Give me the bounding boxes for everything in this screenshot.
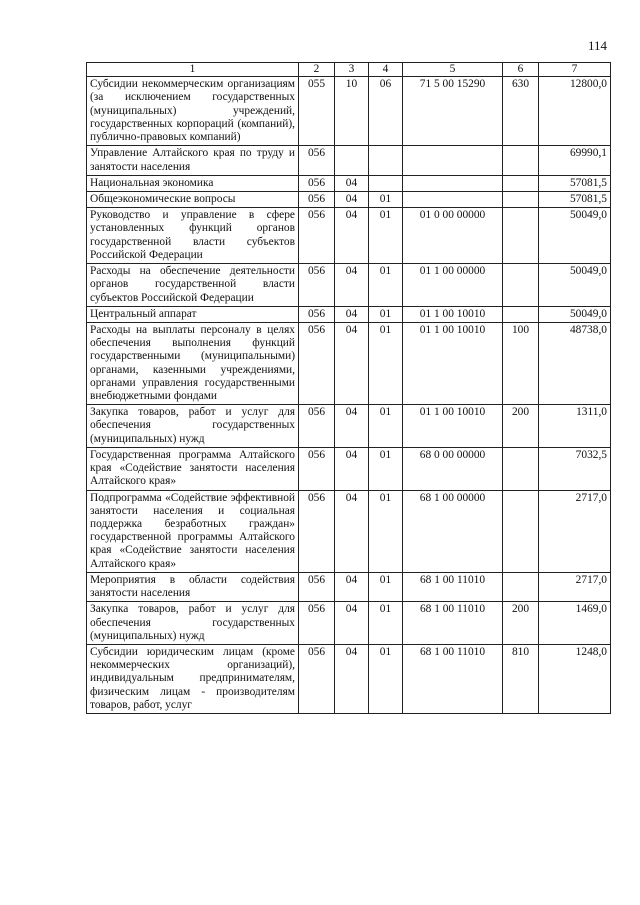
subsection-code (369, 175, 403, 191)
expense-type (503, 264, 539, 307)
header-col-4: 4 (369, 63, 403, 77)
amount: 2717,0 (539, 490, 611, 572)
ministry-code: 056 (299, 208, 335, 264)
expense-type (503, 572, 539, 601)
expense-type (503, 146, 539, 175)
section-code: 04 (335, 306, 369, 322)
expense-type (503, 490, 539, 572)
header-col-5: 5 (403, 63, 503, 77)
ministry-code: 056 (299, 405, 335, 448)
row-name: Центральный аппарат (87, 306, 299, 322)
table-row (87, 306, 611, 322)
target-article: 68 0 00 00000 (403, 447, 503, 490)
row-name: Государственная программа Алтайского края «Содействие занятости населения Алтайского края» (87, 447, 299, 490)
header-col-7: 7 (539, 63, 611, 77)
subsection-code: 01 (369, 490, 403, 572)
row-name: Руководство и управление в сфере установленных функций органов государственной власти субъектов Российской Федерации (87, 208, 299, 264)
expense-type (503, 191, 539, 207)
header-row (87, 63, 611, 77)
subsection-code: 01 (369, 644, 403, 713)
header-col-3: 3 (335, 63, 369, 77)
ministry-code: 056 (299, 602, 335, 645)
table-row (87, 208, 611, 264)
row-name: Закупка товаров, работ и услуг для обеспечения государственных (муниципальных) нужд (87, 602, 299, 645)
subsection-code (369, 146, 403, 175)
table-row (87, 602, 611, 645)
section-code: 04 (335, 644, 369, 713)
row-name: Управление Алтайского края по труду и занятости населения (87, 146, 299, 175)
expense-type: 630 (503, 77, 539, 146)
target-article (403, 146, 503, 175)
ministry-code: 055 (299, 77, 335, 146)
table-row (87, 447, 611, 490)
row-name: Субсидии некоммерческим организациям (за исключением государственных (муниципальных) учреждений, государственных корпораций (компаний), публично-правовых компаний) (87, 77, 299, 146)
amount: 50049,0 (539, 306, 611, 322)
ministry-code: 056 (299, 175, 335, 191)
subsection-code: 01 (369, 322, 403, 404)
amount: 1469,0 (539, 602, 611, 645)
table-row (87, 572, 611, 601)
table-row (87, 146, 611, 175)
target-article: 68 1 00 00000 (403, 490, 503, 572)
budget-table (86, 62, 611, 714)
expense-type (503, 175, 539, 191)
section-code: 04 (335, 208, 369, 264)
target-article: 68 1 00 11010 (403, 602, 503, 645)
ministry-code: 056 (299, 644, 335, 713)
expense-type: 200 (503, 405, 539, 448)
subsection-code: 01 (369, 572, 403, 601)
expense-type (503, 208, 539, 264)
page-number: 114 (587, 38, 607, 53)
row-name: Субсидии юридическим лицам (кроме некоммерческих организаций), индивидуальным предпринимателям, физическим лицам - производителям товаров, работ, услуг (87, 644, 299, 713)
section-code: 04 (335, 572, 369, 601)
ministry-code: 056 (299, 490, 335, 572)
amount: 50049,0 (539, 208, 611, 264)
section-code: 04 (335, 447, 369, 490)
target-article: 68 1 00 11010 (403, 644, 503, 713)
target-article: 01 1 00 10010 (403, 322, 503, 404)
section-code: 04 (335, 264, 369, 307)
row-name: Национальная экономика (87, 175, 299, 191)
ministry-code: 056 (299, 306, 335, 322)
expense-type (503, 306, 539, 322)
target-article: 68 1 00 11010 (403, 572, 503, 601)
target-article: 01 1 00 00000 (403, 264, 503, 307)
subsection-code: 01 (369, 208, 403, 264)
amount: 12800,0 (539, 77, 611, 146)
row-name: Подпрограмма «Содействие эффективной занятости населения и социальная поддержка безработных граждан» государственной программы Алтайского края «Содействие занятости населения Алтайского края» (87, 490, 299, 572)
section-code (335, 146, 369, 175)
subsection-code: 01 (369, 191, 403, 207)
subsection-code: 01 (369, 264, 403, 307)
table-row (87, 644, 611, 713)
header-col-6: 6 (503, 63, 539, 77)
expense-type: 810 (503, 644, 539, 713)
row-name: Закупка товаров, работ и услуг для обеспечения государственных (муниципальных) нужд (87, 405, 299, 448)
table-header (87, 63, 611, 77)
row-name: Расходы на выплаты персоналу в целях обеспечения выполнения функций государственными (муниципальными) органами, казенными учреждениями, органами управления государственными внебюджетными фондами (87, 322, 299, 404)
ministry-code: 056 (299, 191, 335, 207)
ministry-code: 056 (299, 146, 335, 175)
section-code: 04 (335, 602, 369, 645)
row-name: Мероприятия в области содействия занятости населения (87, 572, 299, 601)
subsection-code: 01 (369, 306, 403, 322)
ministry-code: 056 (299, 447, 335, 490)
amount: 7032,5 (539, 447, 611, 490)
subsection-code: 01 (369, 405, 403, 448)
amount: 2717,0 (539, 572, 611, 601)
target-article: 01 1 00 10010 (403, 405, 503, 448)
section-code: 04 (335, 322, 369, 404)
amount: 69990,1 (539, 146, 611, 175)
table-row (87, 264, 611, 307)
table-row (87, 322, 611, 404)
amount: 1311,0 (539, 405, 611, 448)
table-row (87, 77, 611, 146)
ministry-code: 056 (299, 264, 335, 307)
subsection-code: 01 (369, 602, 403, 645)
amount: 1248,0 (539, 644, 611, 713)
section-code: 04 (335, 405, 369, 448)
subsection-code: 06 (369, 77, 403, 146)
section-code: 04 (335, 490, 369, 572)
expense-type: 200 (503, 602, 539, 645)
target-article (403, 175, 503, 191)
section-code: 10 (335, 77, 369, 146)
target-article: 71 5 00 15290 (403, 77, 503, 146)
ministry-code: 056 (299, 572, 335, 601)
row-name: Общеэкономические вопросы (87, 191, 299, 207)
target-article: 01 1 00 10010 (403, 306, 503, 322)
section-code: 04 (335, 175, 369, 191)
table-body (87, 77, 611, 714)
subsection-code: 01 (369, 447, 403, 490)
ministry-code: 056 (299, 322, 335, 404)
target-article (403, 191, 503, 207)
header-col-1: 1 (87, 63, 299, 77)
expense-type: 100 (503, 322, 539, 404)
expense-type (503, 447, 539, 490)
header-col-2: 2 (299, 63, 335, 77)
section-code: 04 (335, 191, 369, 207)
amount: 48738,0 (539, 322, 611, 404)
table-row (87, 490, 611, 572)
table-row (87, 405, 611, 448)
amount: 57081,5 (539, 175, 611, 191)
table-row (87, 191, 611, 207)
table-row (87, 175, 611, 191)
row-name: Расходы на обеспечение деятельности органов государственной власти субъектов Российской Федерации (87, 264, 299, 307)
amount: 57081,5 (539, 191, 611, 207)
target-article: 01 0 00 00000 (403, 208, 503, 264)
amount: 50049,0 (539, 264, 611, 307)
